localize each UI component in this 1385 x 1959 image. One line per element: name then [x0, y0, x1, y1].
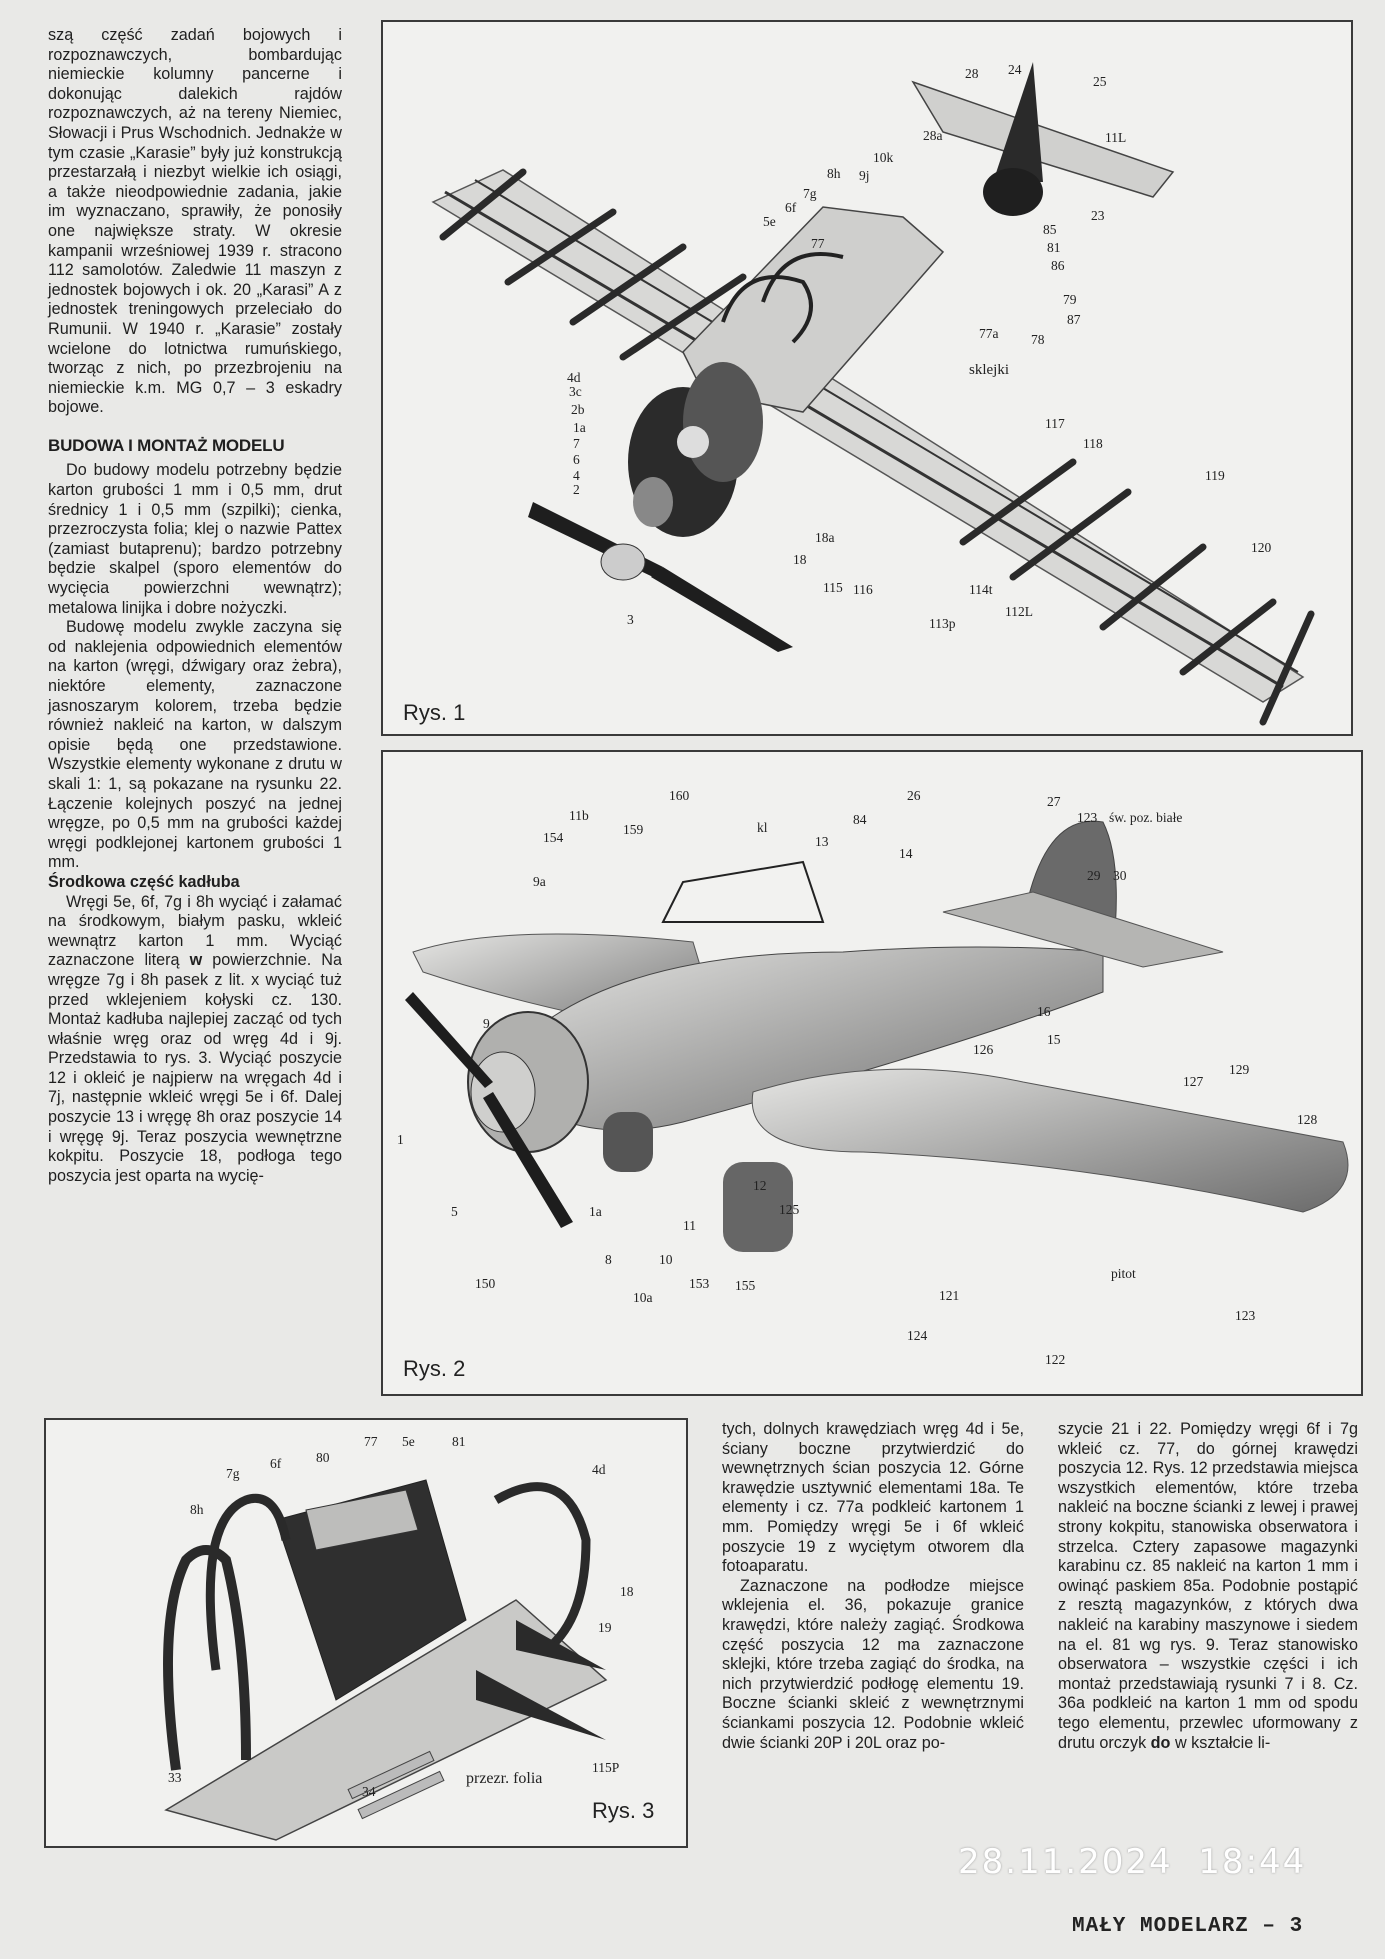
right-paragraph-1: [1058, 1420, 1358, 1753]
rys1-label: 25: [1093, 74, 1107, 89]
rys3-label: 4d: [592, 1462, 606, 1477]
rys1-label: 3c: [569, 384, 582, 399]
rys1-label: 2: [573, 482, 580, 497]
rys1-label: 3: [627, 612, 634, 627]
rys1-label: 23: [1091, 208, 1105, 223]
rys1-label: 2b: [571, 402, 585, 417]
rys2-label: 150: [475, 1276, 496, 1291]
rys3-drawing: [46, 1420, 686, 1846]
left-text-column: [48, 26, 342, 1186]
rys1-label: 120: [1251, 540, 1272, 555]
rys1-label: 114t: [969, 582, 993, 597]
rys1-label: 7g: [803, 186, 817, 201]
rys3-label: 6f: [270, 1456, 282, 1471]
right-text-column: [1058, 1420, 1358, 1753]
rys2-label: 124: [907, 1328, 928, 1343]
rys3-label: 77: [364, 1434, 378, 1449]
rys3-label: 19: [598, 1620, 612, 1635]
middle-text-column: [722, 1420, 1024, 1753]
rys2-label: 15: [1047, 1032, 1061, 1047]
rys2-label: 122: [1045, 1352, 1066, 1367]
rys1-label: 8h: [827, 166, 841, 181]
rys2-label: 9: [483, 1016, 490, 1031]
rys2-label: 121: [939, 1288, 960, 1303]
rys2-label: 129: [1229, 1062, 1250, 1077]
right-text-a: szycie 21 i 22. Pomiędzy wręgi 6f i 7g wkleić cz. 77, do górnej krawędzi poszycia 12. Rys. 12 przedstawia miejsca wszystkich elementów, które trzeba nakleić na boczne ścianki z lewej i prawej strony kokpitu, stanowiska obserwatora i strzelca. Cztery zapasowe magazynki karabinu cz. 85 nakleić na karton 1 mm i owinąć paskiem 85a. Podobnie postąpić z resztą magazynków, z których dwa nakleić na karabiny maszynowe i siedem na el. 81 wg rys. 9. Teraz stanowisko obserwatora – wszystkie części i ich montaż przedstawiają rysunki 7 i 8. Cz. 36a podkleić na karton 1 mm od spodu tego elementu, przewlec uformowany z drutu orczyk: [1058, 1420, 1358, 1752]
rys3-label: 34: [362, 1784, 376, 1799]
fuselage-text-bold: w: [189, 951, 203, 970]
rys2-label: 10a: [633, 1290, 653, 1305]
rys2-label: 123: [1077, 810, 1098, 825]
rys2-drawing: [383, 752, 1361, 1394]
rys1-label: 6: [573, 452, 580, 467]
rys1-label: 11L: [1105, 130, 1127, 145]
rys2-label: 14: [899, 846, 913, 861]
intro-paragraph: szą część zadań bojowych i rozpoznawczych, bombardując niemieckie kolumny pancerne i dokonując dalekich rajdów rozpoznawczych, aż na tereny Niemiec, Słowacji i Prus Wschodnich. Jednakże w tym czasie „Karasie” były już konstrukcją przestarzałą i niezbyt wielkie ich osiągi, a także nieodpowiednie zadania, jakie im wyznaczano, sprawiły, że ponosiły one największe straty. W okresie kampanii wrześniowej 1939 r. stracono 112 samolotów. Zaledwie 11 maszyn z jednostek bojowych i ok. 20 „Karasi” A z jednostek treningowych przeleciało do Rumunii. W 1940 r. „Karasie” zostały wcielone do lotnictwa rumuńskiego, tworząc z nich, po przezbrojeniu na niemieckie k.m. MG 0,7 – 3 eskadry bojowe.: [48, 26, 342, 417]
rys3-label: przezr. folia: [466, 1770, 543, 1787]
rys1-label: 18a: [815, 530, 835, 545]
rys1-label: 4: [573, 468, 580, 483]
rys2-label: św. poz. białe: [1109, 810, 1183, 825]
rys2-label: 84: [853, 812, 867, 827]
fuselage-paragraph: [48, 893, 342, 1187]
rys2-label: 11: [683, 1218, 696, 1233]
rys2-label: 1a: [589, 1204, 602, 1219]
right-text-c: w kształcie li-: [1170, 1733, 1271, 1752]
rys1-label: sklejki: [969, 362, 1009, 378]
rys1-label: 85: [1043, 222, 1057, 237]
rys1-label: 77: [811, 236, 825, 251]
figure-rys3: [44, 1418, 688, 1848]
rys1-label: 87: [1067, 312, 1081, 327]
rys2-label: 126: [973, 1042, 994, 1057]
section-heading: BUDOWA I MONTAŻ MODELU: [48, 435, 285, 455]
rys1-label: 6f: [785, 200, 797, 215]
rys1-label: 81: [1047, 240, 1061, 255]
start-paragraph: Budowę modelu zwykle zaczyna się od naklejenia odpowiednich elementów na karton (wręgi, dźwigary oraz żebra), niektóre elementy, zaznaczone jasnoszarym kolorem, trzeba będzie również nakleić na karton, w dalszym opisie będą one przedstawione. Wszystkie elementy wykonane z drutu w skali 1: 1, są pokazane na rysunku 22. Łączenie kolejnych poszyć na jednej wręgze, po 0,5 mm na grubości każdej wręgi podklejonej kartonem grubości 1 mm.: [48, 618, 342, 872]
rys2-label: 159: [623, 822, 644, 837]
rys3-label: 80: [316, 1450, 330, 1465]
rys1-label: 116: [853, 582, 873, 597]
figure-rys1: [381, 20, 1353, 736]
rys2-label: 123: [1235, 1308, 1256, 1323]
rys2-label: 153: [689, 1276, 710, 1291]
subsection-heading: Środkowa część kadłuba: [48, 872, 240, 891]
rys3-label: 5e: [402, 1434, 415, 1449]
rys2-label: 128: [1297, 1112, 1318, 1127]
rys2-label: 1: [397, 1132, 404, 1147]
rys2-label: 13: [815, 834, 829, 849]
rys1-label: 77a: [979, 326, 999, 341]
rys1-label: 1a: [573, 420, 586, 435]
rys1-label: 112L: [1005, 604, 1033, 619]
rys3-label: 7g: [226, 1466, 240, 1481]
figure-rys2: [381, 750, 1363, 1396]
rys1-label: 86: [1051, 258, 1065, 273]
page-footer: MAŁY MODELARZ – 3: [1072, 1915, 1304, 1938]
photo-timestamp: 28.11.2024 18:44: [958, 1842, 1307, 1882]
rys2-label: 155: [735, 1278, 756, 1293]
rys2-label: 30: [1113, 868, 1127, 883]
rys1-label: 79: [1063, 292, 1077, 307]
rys1-label: 118: [1083, 436, 1103, 451]
rys2-caption: Rys. 2: [403, 1356, 466, 1381]
rys1-label: 10k: [873, 150, 894, 165]
rys1-caption: Rys. 1: [403, 700, 466, 725]
mid-paragraph-1: tych, dolnych krawędziach wręg 4d i 5e, ściany boczne przytwierdzić do wewnętrznych ścian poszycia 12. Górne krawędzie usztywnić elementami 18a. Te elementy i cz. 77a podkleić kartonem 1 mm. Pomiędzy wręgi 5e i 6f wkleić poszycie 19 z wyciętym otworem dla fotoaparatu.: [722, 1420, 1024, 1576]
rys3-label: 81: [452, 1434, 466, 1449]
rys3-label: 115P: [592, 1760, 620, 1775]
mid-paragraph-2: Zaznaczone na podłodze miejsce wklejenia el. 36, pokazuje granice krawędzi, które należy zagiąć. Środkowa część poszycia 12 ma zaznaczone sklejki, które trzeba zagiąć do środka, na nich przytwierdzić podłogę elementu 19. Boczne ścianki skleić z wewnętrznymi ściankami poszycia 12. Podobnie wkleić dwie ścianki 20P i 20L oraz po-: [722, 1576, 1024, 1752]
rys1-label: 113p: [929, 616, 956, 631]
right-text-bold: do: [1150, 1733, 1171, 1752]
rys2-label: 16: [1037, 1004, 1051, 1019]
rys1-label: 18: [793, 552, 807, 567]
rys3-label: 18: [620, 1584, 634, 1599]
rys1-label: 4d: [567, 370, 581, 385]
rys1-label: 28: [965, 66, 979, 81]
rys2-label: 9a: [533, 874, 546, 889]
rys1-label: 7: [573, 436, 580, 451]
rys2-label: 10: [659, 1252, 673, 1267]
rys1-label: 24: [1008, 62, 1022, 77]
rys2-label: 154: [543, 830, 564, 845]
rys3-label: 8h: [190, 1502, 204, 1517]
materials-paragraph: Do budowy modelu potrzebny będzie karton grubości 1 mm i 0,5 mm, drut średnicy 1 i 0,5 mm (szpilki); cienka, przezroczysta folia; klej o nazwie Pattex (zamiast butaprenu); bardzo potrzebny będzie skalpel (sporo elementów do wycięcia powierzchni wewnątrz); metalowa linijka i dobre nożyczki.: [48, 461, 342, 617]
fuselage-text-a: Wręgi 5e, 6f, 7g i 8h wyciąć i załamać na środkowym, białym pasku, wkleić wewnątrz karton 1 mm. Wyciąć zaznaczone literą: [48, 892, 342, 970]
fuselage-text-c: powierzchnie. Na wręgze 7g i 8h pasek z lit. x wyciąć tuż przed wklejeniem kołyski cz. 130. Montaż kadłuba najlepiej zacząć od tych właśnie wręg oraz od wręg 4d i 9j. Przedstawia to rys. 3. Wyciąć poszycie 12 i okleić je najpierw na wręgach 4d i 7j, następnie wkleić wręgi 5e i 6f. Dalej poszycie 13 i wręgę 8h oraz poszycie 14 i wręgę 9j. Teraz poszycia wewnętrzne kokpitu. Poszycie 18, podłoga tego poszycia jest oparta na wycię-: [48, 951, 342, 1185]
rys2-label: 127: [1183, 1074, 1204, 1089]
rys2-label: 26: [907, 788, 921, 803]
rys2-label: 27: [1047, 794, 1061, 809]
rys2-label: 5: [451, 1204, 458, 1219]
rys2-label: 160: [669, 788, 690, 803]
rys2-label: 29: [1087, 868, 1101, 883]
rys2-label: kl: [757, 820, 768, 835]
rys3-label: 33: [168, 1770, 182, 1785]
rys1-label: 119: [1205, 468, 1225, 483]
rys2-label: pitot: [1111, 1266, 1136, 1281]
rys1-label: 28a: [923, 128, 943, 143]
rys2-label: 11b: [569, 808, 589, 823]
rys1-label: 117: [1045, 416, 1065, 431]
rys2-label: 125: [779, 1202, 800, 1217]
rys2-label: 8: [605, 1252, 612, 1267]
rys1-label: 115: [823, 580, 843, 595]
rys1-label: 5e: [763, 214, 776, 229]
rys1-label: 78: [1031, 332, 1045, 347]
rys2-label: 12: [753, 1178, 767, 1193]
rys1-label: 9j: [859, 168, 870, 183]
rys3-caption: Rys. 3: [592, 1798, 655, 1823]
rys1-drawing: [383, 22, 1351, 734]
